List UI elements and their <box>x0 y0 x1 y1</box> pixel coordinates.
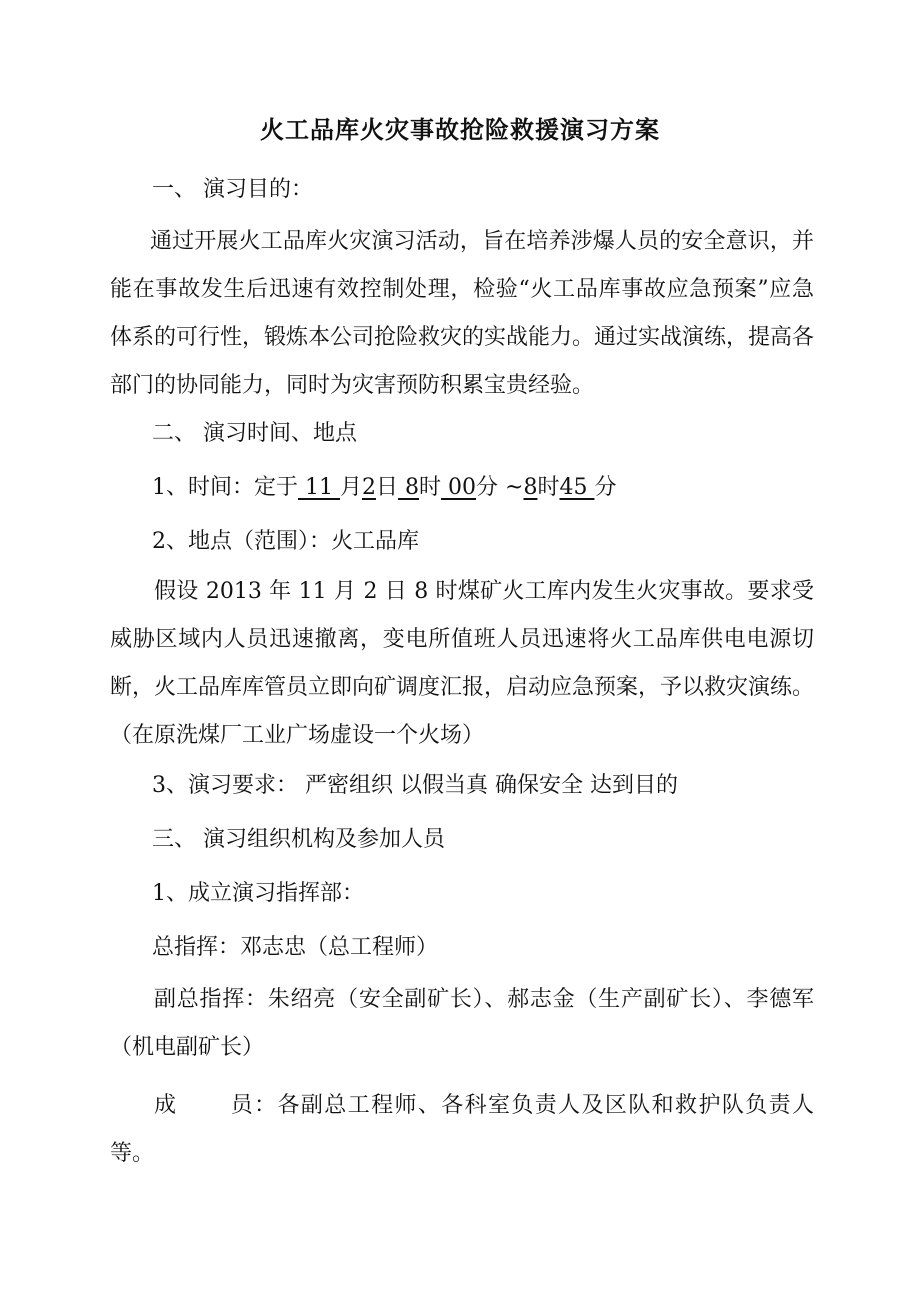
time-end-minute-unit: 分 <box>594 475 617 500</box>
time-hour-unit: 时 <box>419 475 442 500</box>
section-1-heading: 一、 演习目的： <box>152 177 313 202</box>
command-line: 1、成立演习指挥部： <box>152 881 364 906</box>
time-line <box>152 470 617 501</box>
members-text: 员：各副总工程师、各科室负责人及区队和救护队负责人等。 <box>110 1093 814 1166</box>
time-month-unit: 月 <box>339 475 362 500</box>
time-minute: 00 <box>441 475 477 500</box>
time-end-hour: 8 <box>523 475 538 500</box>
section-3-heading: 三、 演习组织机构及参加人员 <box>152 827 445 852</box>
time-end-minute: 45 <box>559 475 595 500</box>
time-label: 1、时间：定于 <box>152 475 298 500</box>
time-month: 11 <box>298 475 340 500</box>
requirements-line: 3、演习要求： 严密组织 以假当真 确保安全 达到目的 <box>152 773 678 798</box>
members-label: 成 <box>154 1093 178 1118</box>
time-day-unit: 日 <box>376 475 399 500</box>
members-paragraph <box>110 1082 814 1178</box>
document-title: 火工品库火灾事故抢险救援演习方案 <box>260 115 660 144</box>
time-end-hour-unit: 时 <box>537 475 560 500</box>
time-minute-unit: 分 ~ <box>476 475 524 500</box>
section-2-heading: 二、 演习时间、地点 <box>152 421 357 446</box>
location-line: 2、地点（范围）：火工品库 <box>152 529 419 554</box>
time-hour: 8 <box>398 475 420 500</box>
chief-commander-line: 总指挥：邓志忠（总工程师） <box>152 935 439 960</box>
scenario-paragraph: 假设 2013 年 11 月 2 日 8 时煤矿火工库内发生火灾事故。要求受威胁区域内人员迅速撤离，变电所值班人员迅速将火工品库供电电源切断，火工品库库管员立即向矿调度汇报，启动应急预案，予以救灾演练。（在原洗煤厂工业广场虚设一个火场） <box>110 579 815 748</box>
purpose-paragraph: 通过开展火工品库火灾演习活动，旨在培养涉爆人员的安全意识，并能在事故发生后迅速有效控制处理，检验“火工品库事故应急预案”应急体系的可行性，锻炼本公司抢险救灾的实战能力。通过实战演练，提高各部门的协同能力，同时为灾害预防积累宝贵经验。 <box>110 229 815 398</box>
time-day: 2 <box>362 475 376 500</box>
deputy-commander-paragraph: 副总指挥：朱绍亮（安全副矿长）、郝志金（生产副矿长）、李德军（机电副矿长） <box>110 987 814 1060</box>
